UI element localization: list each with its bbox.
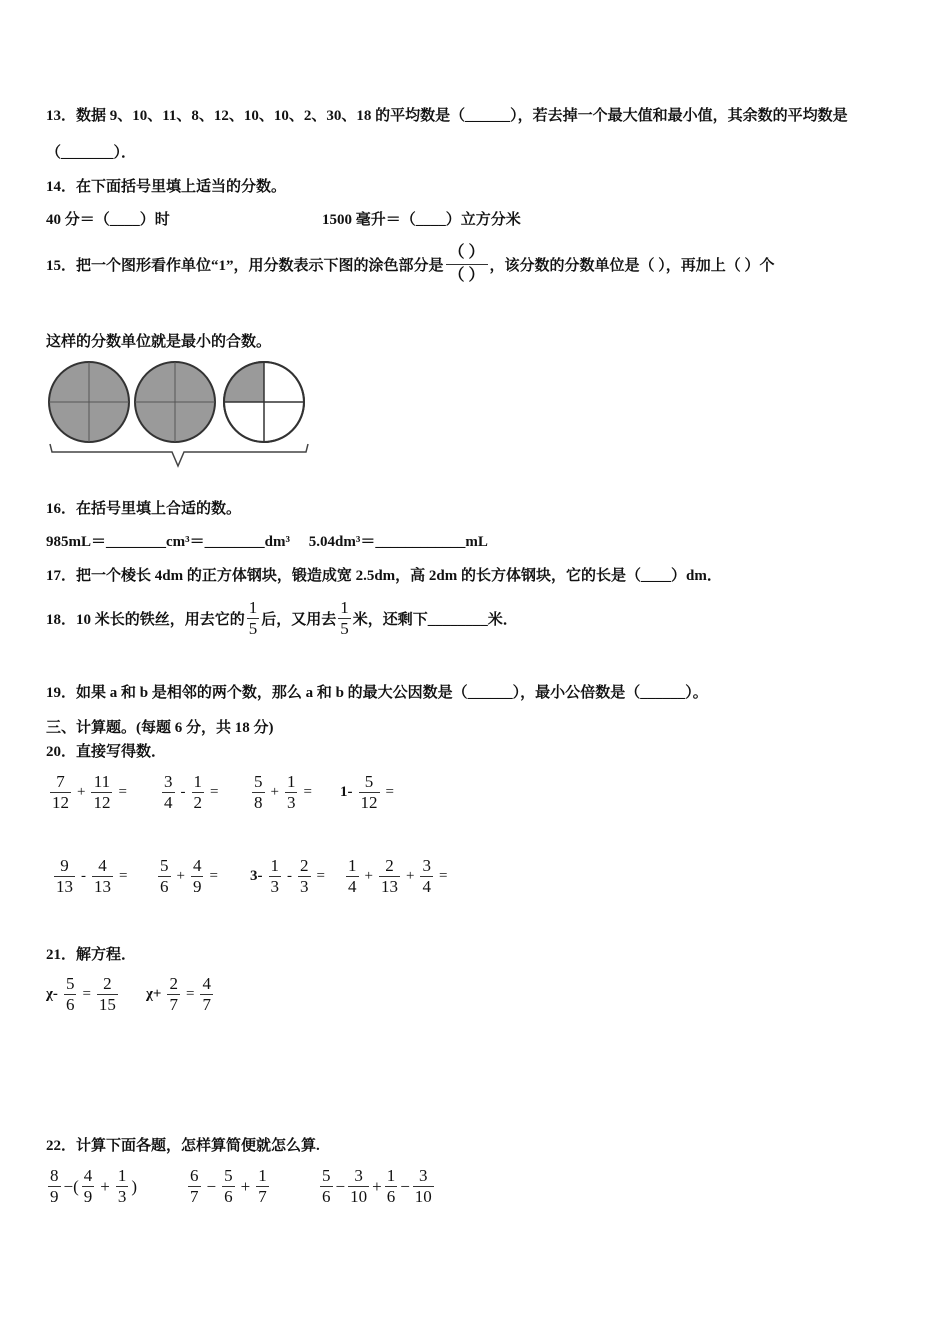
q17-text: 17．把一个棱长 4dm 的正方体钢块，锻造成宽 2.5dm，高 2dm 的长方体钢块，它的长是（____）dm． bbox=[46, 568, 722, 584]
operator: - bbox=[180, 784, 186, 800]
fraction-den: 9 bbox=[50, 1187, 59, 1206]
fraction-num: 6 bbox=[190, 1166, 199, 1185]
q20-r2-e4 bbox=[344, 856, 451, 897]
operator: + bbox=[240, 1176, 251, 1196]
q22-e3 bbox=[318, 1166, 436, 1207]
operator: + bbox=[176, 868, 185, 884]
fraction-den: 3 bbox=[270, 877, 279, 896]
q20-r1-e4 bbox=[336, 772, 398, 813]
q20-title: 20．直接写得数． bbox=[46, 744, 167, 760]
q20-r1-e1 bbox=[48, 772, 131, 813]
operator: + bbox=[405, 868, 415, 884]
fraction-num: 3 bbox=[164, 772, 173, 791]
fraction-num: 1 bbox=[117, 1166, 127, 1185]
operator: − bbox=[206, 1176, 217, 1196]
q15-suffix: ，该分数的分数单位是（ ），再加上（ ）个 bbox=[489, 258, 775, 274]
fraction-den: 15 bbox=[98, 995, 116, 1014]
fraction-den: 7 bbox=[258, 1187, 267, 1206]
fraction-num: 4 bbox=[98, 856, 107, 875]
q15-frac-num: （ ） bbox=[448, 244, 485, 261]
q18-frac2-num: 1 bbox=[340, 598, 349, 617]
q15-circles-figure bbox=[44, 360, 314, 472]
fraction-num: 2 bbox=[385, 856, 394, 875]
prefix: 1- bbox=[340, 784, 353, 800]
fraction-num: 5 bbox=[224, 1166, 233, 1185]
fraction-den: 3 bbox=[286, 793, 296, 812]
equals: = bbox=[385, 784, 394, 800]
operator: + bbox=[100, 1176, 110, 1196]
variable: χ- bbox=[46, 986, 58, 1002]
fraction-num: 4 bbox=[192, 856, 202, 875]
fraction-num: 1 bbox=[286, 772, 296, 791]
q18-frac1 bbox=[247, 598, 260, 639]
q18-frac2 bbox=[338, 598, 351, 639]
circle-3 bbox=[224, 362, 304, 442]
q15-line2: 这样的分数单位就是最小的合数。 bbox=[46, 334, 272, 350]
fraction-den: 13 bbox=[56, 877, 73, 896]
fraction-num: 7 bbox=[56, 772, 65, 791]
fraction-num: 4 bbox=[83, 1166, 93, 1185]
equals: = bbox=[119, 868, 128, 884]
q21-eq1 bbox=[46, 974, 120, 1015]
fraction-den: 2 bbox=[193, 793, 202, 812]
fraction-num: 5 bbox=[160, 856, 169, 875]
fraction-den: 4 bbox=[348, 877, 357, 896]
fraction-den: 3 bbox=[117, 1187, 127, 1206]
fraction-den: 13 bbox=[380, 877, 398, 896]
fraction-den: 9 bbox=[83, 1187, 93, 1206]
fraction-den: 7 bbox=[190, 1187, 199, 1206]
q22-e2 bbox=[186, 1166, 271, 1207]
operator: −( bbox=[63, 1176, 79, 1196]
section3-title: 三、计算题。(每题 6 分，共 18 分) bbox=[46, 720, 274, 736]
q16-title: 16．在括号里填上合适的数。 bbox=[46, 501, 242, 517]
fraction-den: 7 bbox=[169, 995, 178, 1014]
fraction-num: 1 bbox=[258, 1166, 267, 1185]
equals: = bbox=[438, 868, 448, 884]
q15-line1 bbox=[46, 242, 775, 287]
brace bbox=[50, 444, 308, 466]
equals: = bbox=[185, 986, 195, 1002]
close-paren: ) bbox=[131, 1176, 138, 1196]
fraction-den: 6 bbox=[65, 995, 75, 1014]
fraction-num: 5 bbox=[65, 974, 75, 993]
q15-prefix: 15．把一个图形看作单位“1”，用分数表示下图的涂色部分是 bbox=[46, 258, 444, 274]
fraction-num: 5 bbox=[254, 772, 263, 791]
fraction-den: 3 bbox=[300, 877, 309, 896]
circle-1 bbox=[49, 362, 129, 442]
fraction-den: 6 bbox=[386, 1187, 396, 1206]
operator: - bbox=[287, 868, 292, 884]
fraction-den: 8 bbox=[254, 793, 263, 812]
fraction-den: 7 bbox=[202, 995, 211, 1014]
fraction-num: 1 bbox=[193, 772, 202, 791]
fraction-den: 12 bbox=[360, 793, 378, 812]
q18-p2: 后，又用去 bbox=[261, 612, 337, 628]
equals: = bbox=[303, 784, 312, 800]
fraction-num: 3 bbox=[419, 1166, 428, 1185]
fraction-num: 11 bbox=[93, 772, 111, 791]
operator: + bbox=[364, 868, 373, 884]
equals: = bbox=[316, 868, 325, 884]
variable: χ+ bbox=[146, 986, 162, 1002]
q20-r1-e2 bbox=[160, 772, 222, 813]
fraction-den: 6 bbox=[322, 1187, 331, 1206]
operator: + bbox=[270, 784, 279, 800]
q18-frac1-num: 1 bbox=[248, 598, 258, 617]
q20-r2-e1 bbox=[52, 856, 131, 897]
fraction-num: 1 bbox=[348, 856, 357, 875]
operator: − bbox=[335, 1176, 346, 1196]
q21-eq2 bbox=[146, 974, 215, 1015]
q18-p3: 米，还剩下________米． bbox=[352, 612, 518, 628]
fraction-num: 9 bbox=[60, 856, 69, 875]
fraction-den: 10 bbox=[414, 1187, 432, 1206]
q18-frac1-den: 5 bbox=[248, 619, 258, 638]
fraction-num: 1 bbox=[270, 856, 279, 875]
q18-line bbox=[46, 598, 518, 639]
q15-fraction bbox=[446, 242, 488, 287]
q14-right: 1500 毫升＝（____）立方分米 bbox=[322, 212, 521, 228]
q14-title: 14．在下面括号里填上适当的分数。 bbox=[46, 179, 287, 195]
q21-title: 21．解方程． bbox=[46, 947, 137, 963]
circle-2 bbox=[135, 362, 215, 442]
operator: - bbox=[81, 868, 86, 884]
fraction-num: 4 bbox=[202, 974, 211, 993]
fraction-num: 5 bbox=[364, 772, 374, 791]
fraction-num: 1 bbox=[386, 1166, 396, 1185]
equals: = bbox=[82, 986, 91, 1002]
q13-line1: 13．数据 9、10、11、8、12、10、10、2、30、18 的平均数是（______），若去掉一个最大值和最小值，其余数的平均数是 bbox=[46, 108, 848, 124]
fraction-den: 13 bbox=[94, 877, 111, 896]
q15-frac-den: （ ） bbox=[446, 264, 488, 287]
fraction-num: 2 bbox=[300, 856, 309, 875]
q20-r2-e3 bbox=[246, 856, 329, 897]
fraction-den: 4 bbox=[164, 793, 173, 812]
fraction-den: 6 bbox=[224, 1187, 233, 1206]
equals: = bbox=[210, 784, 219, 800]
q18-p1: 18．10 米长的铁丝，用去它的 bbox=[46, 612, 245, 628]
q19-text: 19．如果 a 和 b 是相邻的两个数，那么 a 和 b 的最大公因数是（______），最小公倍数是（______）。 bbox=[46, 685, 708, 701]
q22-title: 22．计算下面各题，怎样算简便就怎么算. bbox=[46, 1138, 320, 1154]
operator: − bbox=[400, 1176, 410, 1196]
q20-r2-e2 bbox=[156, 856, 222, 897]
prefix: 3- bbox=[250, 868, 263, 884]
q14-left: 40 分＝（____）时 bbox=[46, 212, 170, 228]
fraction-den: 6 bbox=[160, 877, 169, 896]
fraction-den: 4 bbox=[422, 877, 431, 896]
equals: = bbox=[209, 868, 218, 884]
fraction-den: 10 bbox=[350, 1187, 368, 1206]
operator: + bbox=[77, 784, 86, 800]
q13-line2: （_______）． bbox=[46, 145, 137, 161]
fraction-num: 5 bbox=[322, 1166, 331, 1185]
fraction-num: 3 bbox=[354, 1166, 363, 1185]
fraction-num: 3 bbox=[422, 856, 431, 875]
q16-line: 985mL＝________cm³＝________dm³ 5.04dm³＝____________mL bbox=[46, 534, 488, 550]
fraction-den: 12 bbox=[93, 793, 111, 812]
q20-r1-e3 bbox=[250, 772, 316, 813]
q22-e1 bbox=[46, 1166, 138, 1207]
equals: = bbox=[118, 784, 127, 800]
fraction-den: 9 bbox=[192, 877, 202, 896]
fraction-num: 8 bbox=[50, 1166, 59, 1185]
fraction-num: 2 bbox=[103, 974, 112, 993]
fraction-den: 12 bbox=[52, 793, 69, 812]
fraction-num: 2 bbox=[169, 974, 178, 993]
q18-frac2-den: 5 bbox=[340, 619, 349, 638]
operator: + bbox=[372, 1176, 382, 1196]
